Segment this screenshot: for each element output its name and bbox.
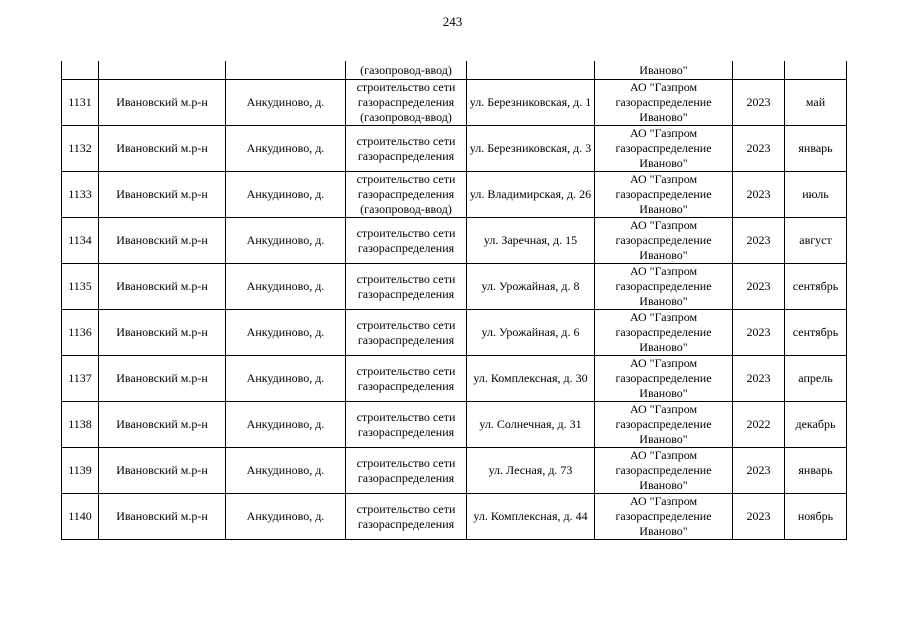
cell-district — [99, 61, 226, 80]
cell-org: АО "Газпром газораспределение Иваново" — [595, 310, 733, 356]
cell-work: (газопровод-ввод) — [346, 61, 467, 80]
cell-org: АО "Газпром газораспределение Иваново" — [595, 448, 733, 494]
cell-address — [467, 61, 595, 80]
cell-org: АО "Газпром газораспределение Иваново" — [595, 126, 733, 172]
cell-district: Ивановский м.р-н — [99, 172, 226, 218]
cell-district: Ивановский м.р-н — [99, 218, 226, 264]
cell-year: 2022 — [733, 402, 785, 448]
cell-num: 1132 — [62, 126, 99, 172]
cell-org: Иваново" — [595, 61, 733, 80]
table-row — [62, 218, 847, 264]
cell-locality: Анкудиново, д. — [226, 218, 346, 264]
cell-num: 1134 — [62, 218, 99, 264]
cell-year: 2023 — [733, 494, 785, 540]
cell-district: Ивановский м.р-н — [99, 310, 226, 356]
table-row — [62, 356, 847, 402]
table-row — [62, 448, 847, 494]
cell-district: Ивановский м.р-н — [99, 494, 226, 540]
cell-month: апрель — [785, 356, 847, 402]
cell-address: ул. Заречная, д. 15 — [467, 218, 595, 264]
cell-district: Ивановский м.р-н — [99, 402, 226, 448]
cell-num: 1135 — [62, 264, 99, 310]
cell-month: сентябрь — [785, 264, 847, 310]
cell-num: 1139 — [62, 448, 99, 494]
cell-locality: Анкудиново, д. — [226, 126, 346, 172]
cell-locality: Анкудиново, д. — [226, 310, 346, 356]
cell-num: 1131 — [62, 80, 99, 126]
cell-year: 2023 — [733, 218, 785, 264]
cell-org: АО "Газпром газораспределение Иваново" — [595, 356, 733, 402]
cell-month: ноябрь — [785, 494, 847, 540]
cell-org: АО "Газпром газораспределение Иваново" — [595, 172, 733, 218]
cell-year: 2023 — [733, 310, 785, 356]
cell-year — [733, 61, 785, 80]
cell-work: строительство сети газораспределения — [346, 126, 467, 172]
cell-org: АО "Газпром газораспределение Иваново" — [595, 494, 733, 540]
cell-org: АО "Газпром газораспределение Иваново" — [595, 80, 733, 126]
cell-locality: Анкудиново, д. — [226, 356, 346, 402]
cell-address: ул. Урожайная, д. 8 — [467, 264, 595, 310]
cell-num: 1136 — [62, 310, 99, 356]
cell-year: 2023 — [733, 126, 785, 172]
cell-year: 2023 — [733, 448, 785, 494]
cell-year: 2023 — [733, 172, 785, 218]
cell-work: строительство сети газораспределения — [346, 218, 467, 264]
cell-org: АО "Газпром газораспределение Иваново" — [595, 402, 733, 448]
cell-org: АО "Газпром газораспределение Иваново" — [595, 218, 733, 264]
cell-month: декабрь — [785, 402, 847, 448]
cell-district: Ивановский м.р-н — [99, 448, 226, 494]
cell-num: 1137 — [62, 356, 99, 402]
page-number: 243 — [442, 14, 463, 29]
cell-address: ул. Урожайная, д. 6 — [467, 310, 595, 356]
cell-month: май — [785, 80, 847, 126]
cell-work: строительство сети газораспределения — [346, 310, 467, 356]
cell-address: ул. Березниковская, д. 1 — [467, 80, 595, 126]
cell-locality: Анкудиново, д. — [226, 494, 346, 540]
table-row — [62, 80, 847, 126]
gas-network-table — [61, 61, 847, 540]
cell-month: январь — [785, 448, 847, 494]
cell-work: строительство сети газораспределения (газопровод-ввод) — [346, 172, 467, 218]
cell-work: строительство сети газораспределения (газопровод-ввод) — [346, 80, 467, 126]
cell-address: ул. Березниковская, д. 3 — [467, 126, 595, 172]
table-row — [62, 172, 847, 218]
cell-year: 2023 — [733, 80, 785, 126]
cell-month: август — [785, 218, 847, 264]
cell-num: 1140 — [62, 494, 99, 540]
cell-work: строительство сети газораспределения — [346, 264, 467, 310]
table-row — [62, 494, 847, 540]
cell-work: строительство сети газораспределения — [346, 402, 467, 448]
cell-district: Ивановский м.р-н — [99, 126, 226, 172]
continuation-row — [62, 61, 847, 80]
table-row — [62, 126, 847, 172]
cell-locality — [226, 61, 346, 80]
cell-locality: Анкудиново, д. — [226, 448, 346, 494]
table-row — [62, 402, 847, 448]
cell-month: январь — [785, 126, 847, 172]
cell-locality: Анкудиново, д. — [226, 172, 346, 218]
cell-num — [62, 61, 99, 80]
cell-num: 1138 — [62, 402, 99, 448]
cell-year: 2023 — [733, 264, 785, 310]
cell-work: строительство сети газораспределения — [346, 356, 467, 402]
cell-month: сентябрь — [785, 310, 847, 356]
cell-address: ул. Солнечная, д. 31 — [467, 402, 595, 448]
cell-num: 1133 — [62, 172, 99, 218]
cell-locality: Анкудиново, д. — [226, 80, 346, 126]
cell-work: строительство сети газораспределения — [346, 448, 467, 494]
cell-district: Ивановский м.р-н — [99, 356, 226, 402]
table-row — [62, 264, 847, 310]
cell-address: ул. Владимирская, д. 26 — [467, 172, 595, 218]
cell-district: Ивановский м.р-н — [99, 264, 226, 310]
cell-address: ул. Комплексная, д. 44 — [467, 494, 595, 540]
table-row — [62, 310, 847, 356]
cell-address: ул. Лесная, д. 73 — [467, 448, 595, 494]
cell-org: АО "Газпром газораспределение Иваново" — [595, 264, 733, 310]
cell-locality: Анкудиново, д. — [226, 402, 346, 448]
cell-district: Ивановский м.р-н — [99, 80, 226, 126]
cell-month — [785, 61, 847, 80]
cell-address: ул. Комплексная, д. 30 — [467, 356, 595, 402]
cell-locality: Анкудиново, д. — [226, 264, 346, 310]
cell-year: 2023 — [733, 356, 785, 402]
cell-month: июль — [785, 172, 847, 218]
cell-work: строительство сети газораспределения — [346, 494, 467, 540]
